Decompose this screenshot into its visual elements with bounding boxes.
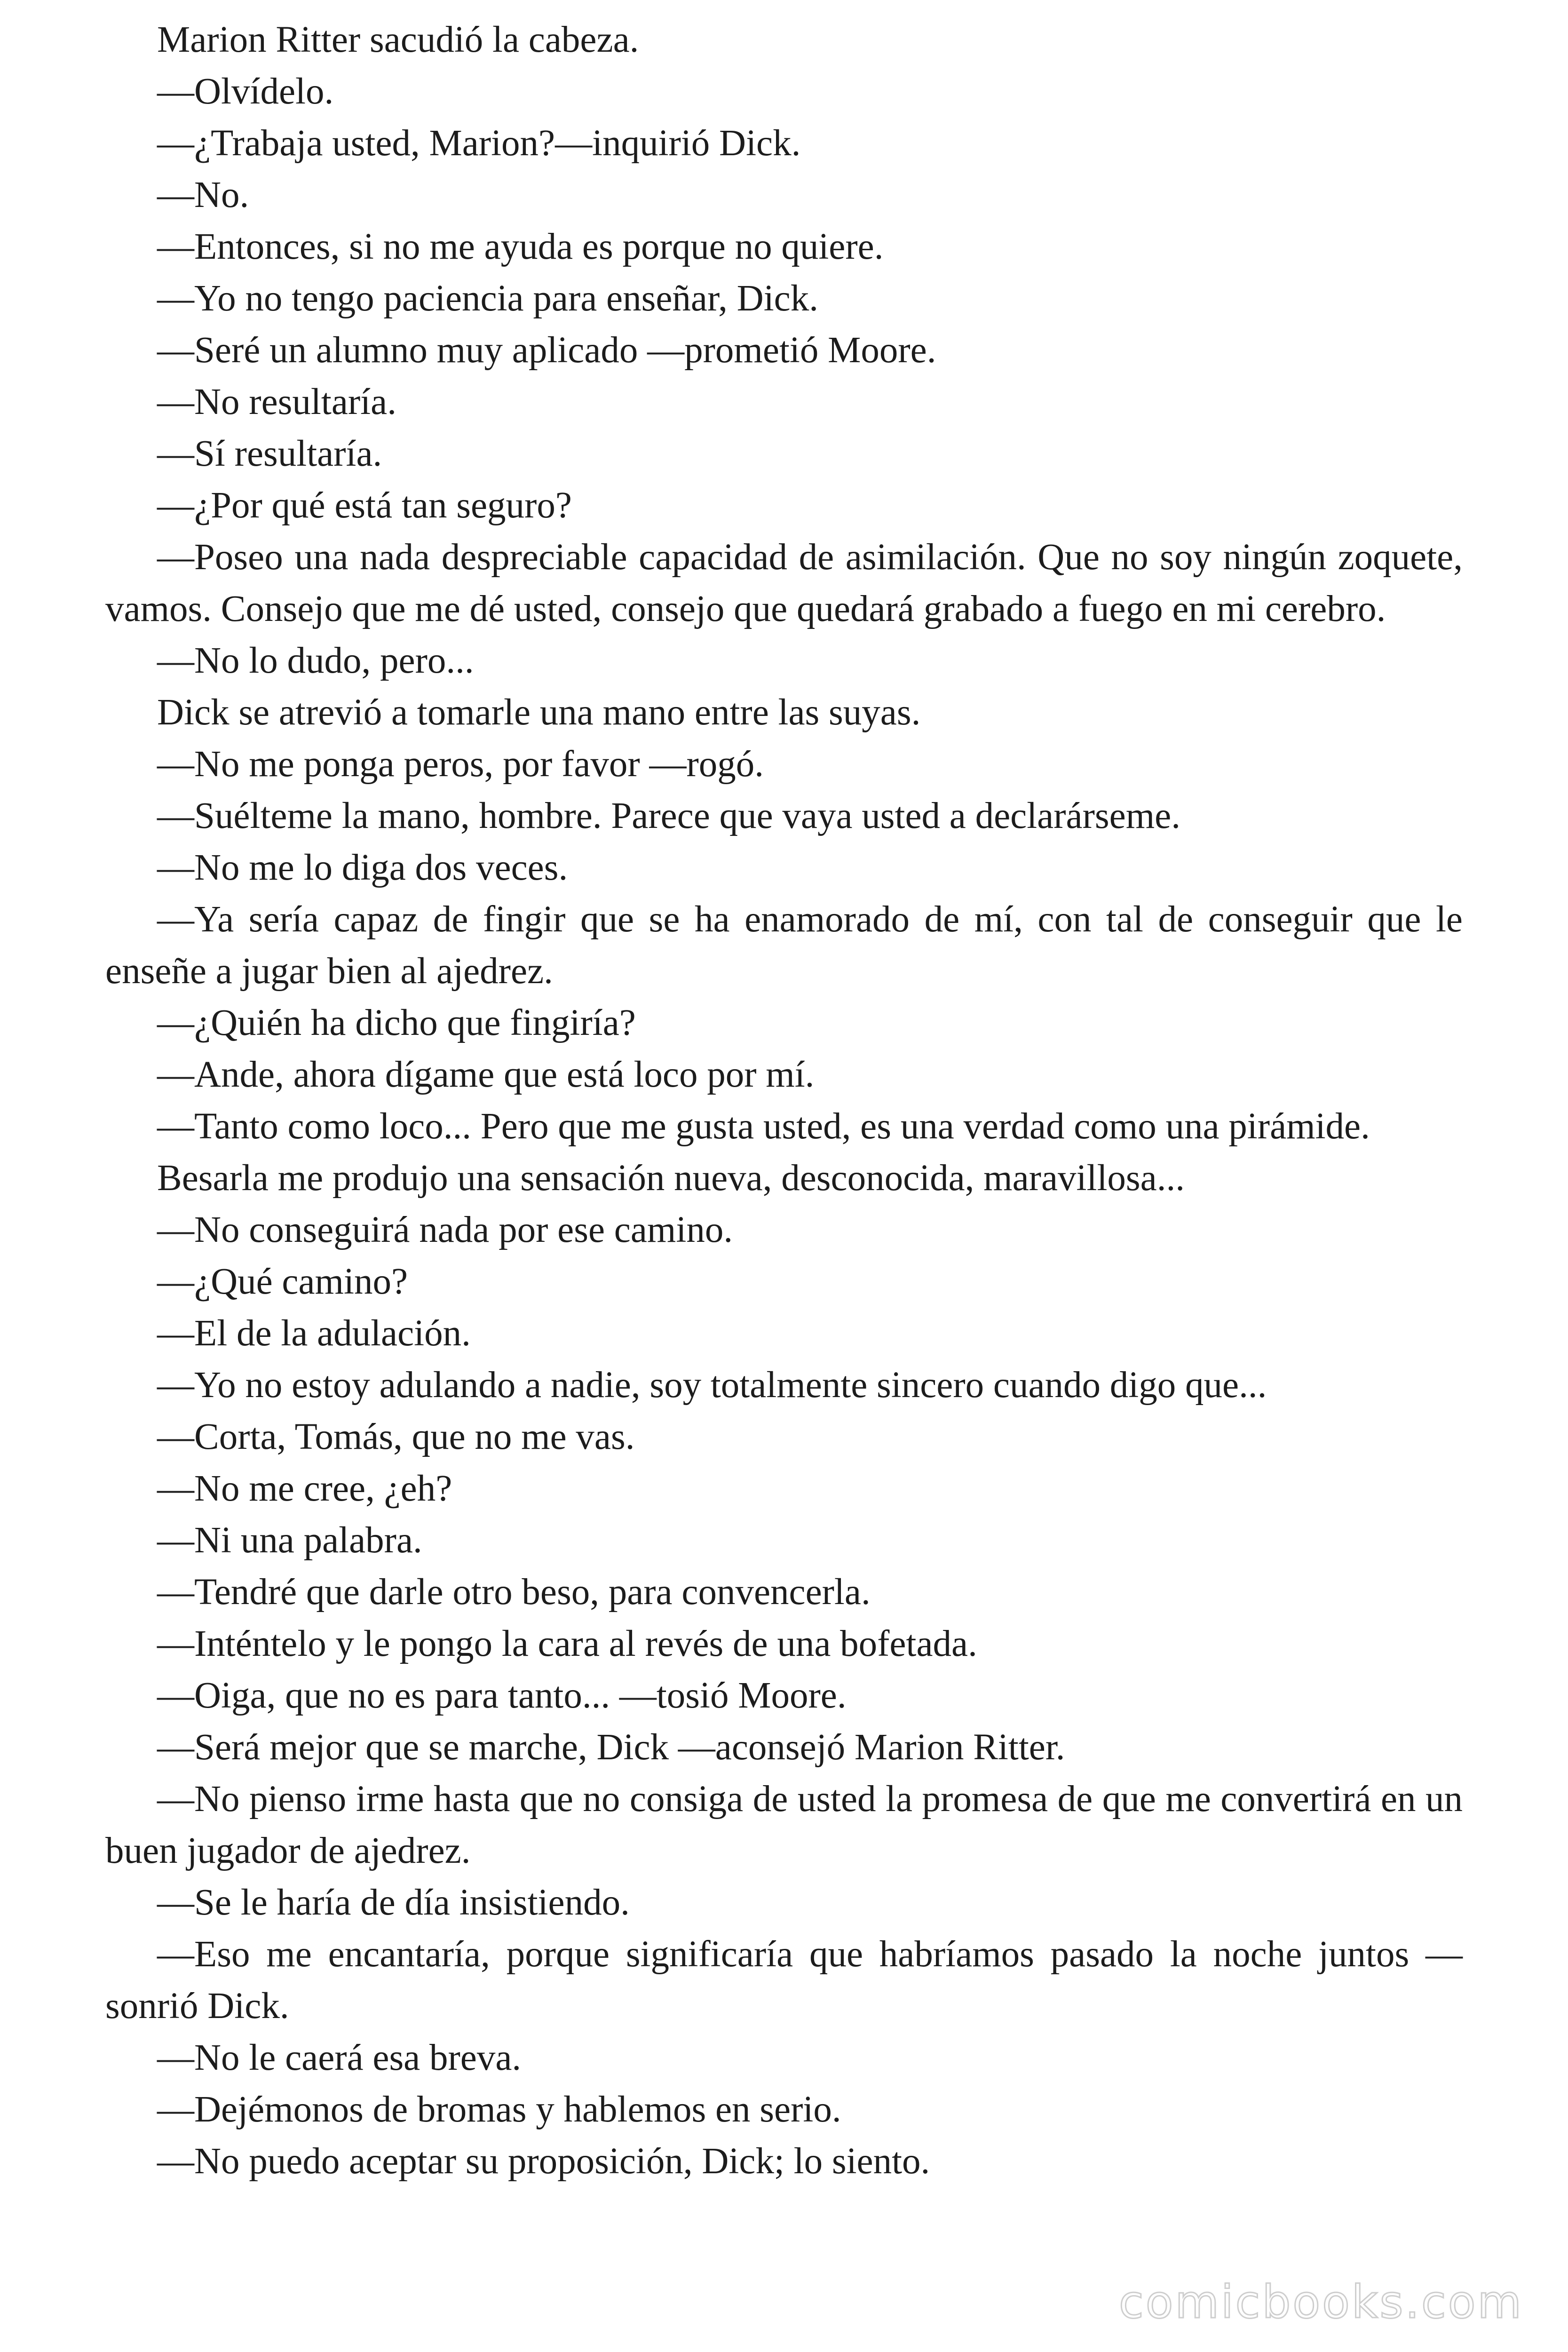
paragraph: Dick se atrevió a tomarle una mano entre las suyas. — [157, 692, 921, 733]
paragraph: —No me lo diga dos veces. — [157, 847, 568, 888]
watermark-logo: comicbooks.com — [1118, 2276, 1523, 2328]
paragraph: —Ya sería capaz de fingir que se ha enamorado de mí, con tal de conseguir que le enseñe a jugar bien al ajedrez. — [105, 899, 1463, 992]
paragraph: —No. — [157, 175, 249, 215]
paragraph: —El de la adulación. — [157, 1313, 471, 1354]
paragraph: —Yo no estoy adulando a nadie, soy totalmente sincero cuando digo que... — [157, 1365, 1267, 1406]
paragraph: —¿Por qué está tan seguro? — [157, 485, 572, 526]
paragraph: —Será mejor que se marche, Dick —aconsejó Marion Ritter. — [157, 1727, 1065, 1768]
paragraph: —No resultaría. — [157, 381, 396, 422]
paragraph: —Poseo una nada despreciable capacidad de asimilación. Que no soy ningún zoquete, vamos. Consejo que me dé usted, consejo que quedará grabado a fuego en mi cerebro. — [105, 537, 1463, 629]
book-page-text — [105, 14, 1463, 2187]
paragraph: —Eso me encantaría, porque significaría que habríamos pasado la noche juntos — sonrió Dick. — [105, 1934, 1463, 2026]
paragraph: —¿Qué camino? — [157, 1261, 408, 1302]
paragraph: —¿Quién ha dicho que fingiría? — [157, 1002, 636, 1043]
paragraph: —Suélteme la mano, hombre. Parece que vaya usted a declarárseme. — [157, 795, 1180, 836]
paragraph: —No pienso irme hasta que no consiga de usted la promesa de que me convertirá en un buen jugador de ajedrez. — [105, 1779, 1463, 1871]
paragraph: —No puedo aceptar su proposición, Dick; lo siento. — [157, 2141, 930, 2182]
paragraph: —No me ponga peros, por favor —rogó. — [157, 744, 764, 785]
paragraph: —¿Trabaja usted, Marion?—inquirió Dick. — [157, 123, 801, 164]
paragraph: —Sí resultaría. — [157, 433, 382, 474]
paragraph: —Seré un alumno muy aplicado —prometió Moore. — [157, 330, 936, 371]
paragraph: —Se le haría de día insistiendo. — [157, 1882, 630, 1923]
paragraph: —Olvídelo. — [157, 71, 334, 112]
paragraph: Marion Ritter sacudió la cabeza. — [157, 19, 639, 60]
paragraph: Besarla me produjo una sensación nueva, desconocida, maravillosa... — [157, 1158, 1185, 1199]
paragraph: —Tendré que darle otro beso, para convencerla. — [157, 1572, 871, 1613]
paragraph: —Ni una palabra. — [157, 1520, 422, 1561]
paragraph: —Ande, ahora dígame que está loco por mí. — [157, 1054, 815, 1095]
paragraph: —Dejémonos de bromas y hablemos en serio. — [157, 2089, 841, 2130]
paragraph: —Entonces, si no me ayuda es porque no quiere. — [157, 226, 884, 267]
paragraph: —No conseguirá nada por ese camino. — [157, 1209, 733, 1250]
paragraph: —Tanto como loco... Pero que me gusta usted, es una verdad como una pirámide. — [157, 1106, 1370, 1147]
paragraph: —Oiga, que no es para tanto... —tosió Moore. — [157, 1675, 847, 1716]
paragraph: —Yo no tengo paciencia para enseñar, Dick. — [157, 278, 818, 319]
paragraph: —No lo dudo, pero... — [157, 640, 474, 681]
paragraph: —No le caerá esa breva. — [157, 2037, 522, 2078]
paragraph: —No me cree, ¿eh? — [157, 1468, 452, 1509]
paragraph: —Corta, Tomás, que no me vas. — [157, 1416, 635, 1457]
paragraph: —Inténtelo y le pongo la cara al revés de una bofetada. — [157, 1623, 977, 1664]
